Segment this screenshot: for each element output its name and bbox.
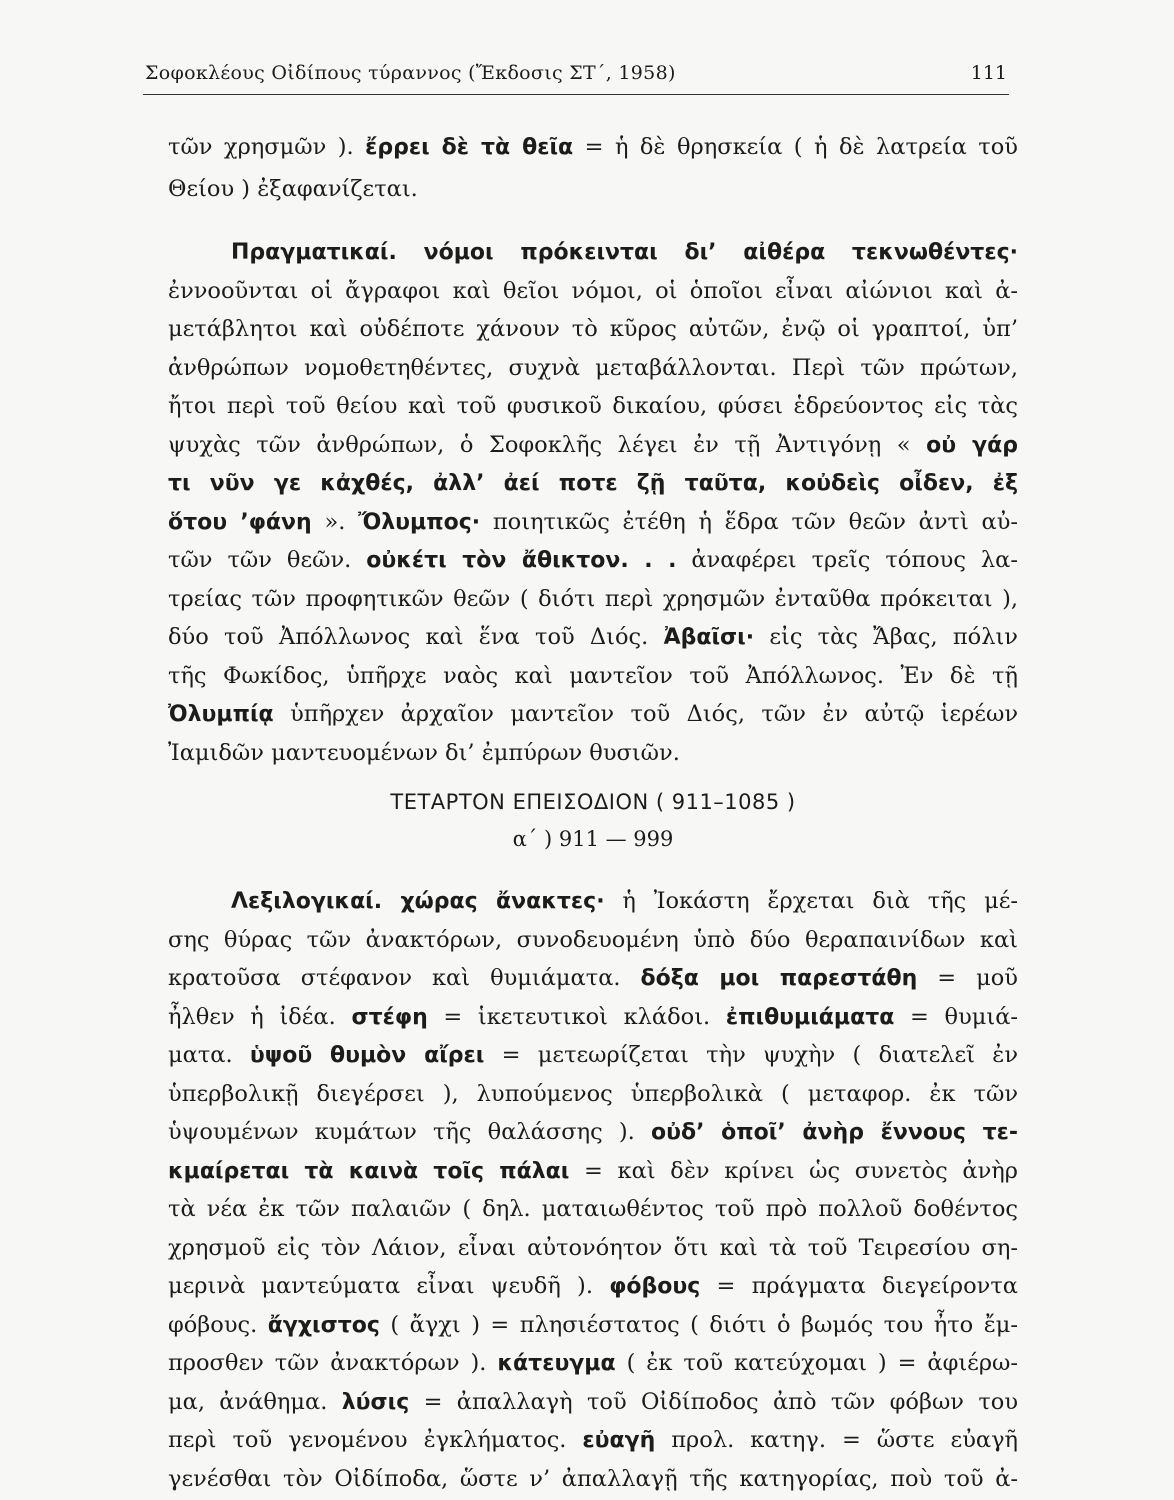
text-run: ( ἐκ τοῦ κατεύχομαι ) = ἀφιέρω- (615, 1350, 1019, 1377)
bold-term: φόβους (609, 1274, 701, 1300)
text-line (168, 1460, 1018, 1498)
bold-term: οὐδ’ ὁποῖ’ ἀνὴρ ἔννους τε- (651, 1120, 1018, 1146)
text-run: ὑψουμένων κυμάτων τῆς θαλάσσης ). (168, 1119, 652, 1146)
text-line (168, 503, 1018, 541)
text-run: = ἀπαλλαγὴ τοῦ Οἰδίποδος ἀπὸ τῶν φόβων του (409, 1388, 1018, 1415)
bold-term: κάτευγμα (497, 1351, 616, 1377)
text-run: περὶ τοῦ γενομένου ἐγκλήματος. (168, 1427, 583, 1454)
text-line (168, 1190, 1018, 1228)
text-line (231, 882, 1018, 920)
bold-term: ὅτου ’φάνη (168, 509, 312, 535)
text-line (168, 128, 1018, 166)
text-run: ἀναφέρει τρεῖς τόπους λα- (676, 547, 1018, 574)
text-run: τῶν τῶν θεῶν. (168, 547, 367, 574)
text-line (168, 170, 1018, 208)
text-run: ἀνθρώπων νομοθετηθέντες, συχνὰ μεταβάλλονται. Περὶ τῶν πρώτων, (168, 354, 1018, 381)
text-line (168, 349, 1018, 387)
text-run: τῶν χρησμῶν ). (168, 134, 366, 160)
text-run: τρείας τῶν προφητικῶν θεῶν ( διότι περὶ χρησμῶν ἐνταῦθα πρόκειται ), (168, 585, 1018, 612)
running-header (143, 58, 1009, 95)
bold-term: Λεξιλογικαί. χώρας ἄνακτες· (231, 889, 605, 915)
text-run: ματα. (168, 1042, 250, 1069)
bold-term: ὑψοῦ θυμὸν αἴρει (249, 1043, 485, 1069)
text-line (231, 233, 1018, 271)
text-run: = ἡ δὲ θρησκεία ( ἡ δὲ λατρεία τοῦ (573, 134, 1018, 160)
text-run: προλ. κατηγ. = ὥστε εὐαγῆ (655, 1427, 1018, 1454)
text-run: = καὶ δὲν κρίνει ὡς συνετὸς ἀνὴρ (569, 1157, 1019, 1184)
bold-term: Ὄλυμπος· (358, 509, 481, 535)
bold-term: Ὀλυμπίᾳ (168, 702, 274, 728)
text-line (168, 734, 1018, 772)
text-run: ὑπερβολικῇ διεγέρσει ), λυπούμενος ὑπερβολικὰ ( μεταφορ. ἐκ τῶν (168, 1080, 1018, 1107)
text-line (168, 1344, 1018, 1382)
text-line (168, 1383, 1018, 1421)
text-run: εἰς τὰς Ἄβας, πόλιν (754, 624, 1018, 651)
text-line (168, 387, 1018, 425)
text-run: ἤτοι περὶ τοῦ θείου καὶ τοῦ φυσικοῦ δικαίου, φύσει ἑδρεύοντος εἰς τὰς (168, 393, 1018, 420)
text-line (168, 310, 1018, 348)
section-subtitle: α΄ ) 911 — 999 (512, 826, 674, 851)
bold-term: Πραγματικαί. νόμοι πρόκεινται δι’ αἰθέρα τεκνωθέντες· (231, 239, 1018, 265)
bold-term: δόξα μοι παρεστάθη (640, 966, 918, 992)
bold-term: κμαίρεται τὰ καινὰ τοῖς πάλαι (168, 1158, 570, 1184)
text-line (168, 695, 1018, 733)
text-line (168, 1075, 1018, 1113)
text-run: τὰ νέα ἐκ τῶν παλαιῶν ( δηλ. ματαιωθέντος τοῦ πρὸ πολλοῦ δοθέντος (168, 1196, 1018, 1223)
text-run: κρατοῦσα στέφανον καὶ θυμιάματα. (168, 965, 641, 992)
text-run: = μετεωρίζεται τὴν ψυχὴν ( διατελεῖ ἐν (484, 1042, 1019, 1069)
text-line (168, 541, 1018, 579)
text-line (168, 426, 1018, 464)
bold-term: ἐπιθυμιάματα (725, 1004, 895, 1030)
bold-term: εὐαγῆ (582, 1428, 656, 1454)
text-run: χρησμοῦ εἰς τὸν Λάιον, εἶναι αὐτονόητον ὅτι καὶ τὰ τοῦ Τειρεσίου ση- (168, 1234, 1018, 1261)
text-line (168, 959, 1018, 997)
text-run: ψυχὰς τῶν ἀνθρώπων, ὁ Σοφοκλῆς λέγει ἐν τῇ Ἀντιγόνῃ « (168, 431, 927, 458)
text-run: Ἰαμιδῶν μαντευομένων δι’ ἐμπύρων θυσιῶν. (168, 739, 680, 766)
text-run: ἐννοοῦνται οἱ ἄγραφοι καὶ θεῖοι νόμοι, οἱ ὁποῖοι εἶναι αἰώνιοι καὶ ἀ- (168, 277, 1018, 304)
page-number: 111 (970, 62, 1007, 84)
bold-term: ἄγχιστος (267, 1312, 380, 1338)
text-run: Θείου ) ἐξαφανίζεται. (168, 176, 418, 203)
text-run: τῆς Φωκίδος, ὑπῆρχε ναὸς καὶ μαντεῖον τοῦ Ἀπόλλωνος. Ἐν δὲ τῇ (168, 662, 1018, 689)
bold-term: Ἀβαῖσι· (663, 625, 755, 651)
text-run: ἡ Ἰοκάστη ἔρχεται διὰ τῆς μέ- (604, 888, 1019, 915)
text-line (168, 1152, 1018, 1190)
header-title: Σοφοκλέους Οἰδίπους τύραννος (Ἔκδοσις ΣΤ΄, 1958) (145, 62, 676, 84)
text-run: δύο τοῦ Ἀπόλλωνος καὶ ἕνα τοῦ Διός. (168, 624, 664, 651)
text-run: μετάβλητοι καὶ οὐδέποτε χάνουν τὸ κῦρος αὐτῶν, ἐνῷ οἱ γραπτοί, ὑπ’ (168, 316, 1018, 343)
section-title: ΤΕΤΑΡΤΟΝ ΕΠΕΙΣΟΔΙΟΝ ( 911–1085 ) (390, 789, 796, 814)
text-run: μα, ἀνάθημα. (168, 1388, 342, 1415)
text-line (168, 1113, 1018, 1151)
text-line (168, 998, 1018, 1036)
text-run: φόβους. (168, 1311, 268, 1338)
text-run: ἦλθεν ἡ ἰδέα. (168, 1003, 352, 1030)
bold-term: λύσις (341, 1389, 410, 1415)
text-run: = πράγματα διεγείροντα (700, 1273, 1018, 1300)
bold-term: στέφη (351, 1004, 428, 1030)
text-run: ( ἄγχι ) = πλησιέστατος ( διότι ὁ βωμός του ἦτο ἔμ- (379, 1311, 1018, 1338)
bold-term: οὐ γάρ (926, 432, 1018, 458)
text-line (168, 1267, 1018, 1305)
text-line (168, 657, 1018, 695)
text-run: ὑπῆρχεν ἀρχαῖον μαντεῖον τοῦ Διός, τῶν ἐν αὐτῷ ἱερέων (273, 701, 1018, 728)
text-run: ποιητικῶς ἐτέθη ἡ ἕδρα τῶν θεῶν ἀντὶ αὐ- (480, 508, 1018, 535)
text-line (168, 1229, 1018, 1267)
text-run: σης θύρας τῶν ἀνακτόρων, συνοδευομένη ὑπὸ δύο θεραπαινίδων καὶ (168, 926, 1018, 953)
text-run: μερινὰ μαντεύματα εἶναι ψευδῆ ). (168, 1273, 610, 1300)
text-run: = ἱκετευτικοὶ κλάδοι. (427, 1003, 726, 1030)
text-run: = θυμιά- (894, 1003, 1019, 1030)
text-line (168, 580, 1018, 618)
text-run: γενέσθαι τὸν Οἰδίποδα, ὥστε ν’ ἀπαλλαγῇ τῆς κατηγορίας, ποὺ τοῦ ἀ- (168, 1466, 1018, 1492)
bold-term: οὐκέτι τὸν ἄθικτον. . . (366, 548, 677, 574)
bold-term: ἔρρει δὲ τὰ θεῖα (365, 135, 574, 160)
text-line (168, 272, 1018, 310)
text-line (168, 1036, 1018, 1074)
text-line (168, 464, 1018, 502)
text-run: = μοῦ (917, 965, 1018, 992)
text-run: προσθεν τῶν ἀνακτόρων ). (168, 1350, 498, 1377)
text-line (168, 921, 1018, 959)
text-line (168, 1306, 1018, 1344)
text-run: ». (311, 508, 359, 535)
bold-term: τι νῦν γε κἀχθές, ἀλλ’ ἀεί ποτε ζῇ ταῦτα, κοὐδεὶς οἶδεν, ἐξ (168, 471, 1018, 497)
text-line (168, 1421, 1018, 1459)
text-line (168, 618, 1018, 656)
